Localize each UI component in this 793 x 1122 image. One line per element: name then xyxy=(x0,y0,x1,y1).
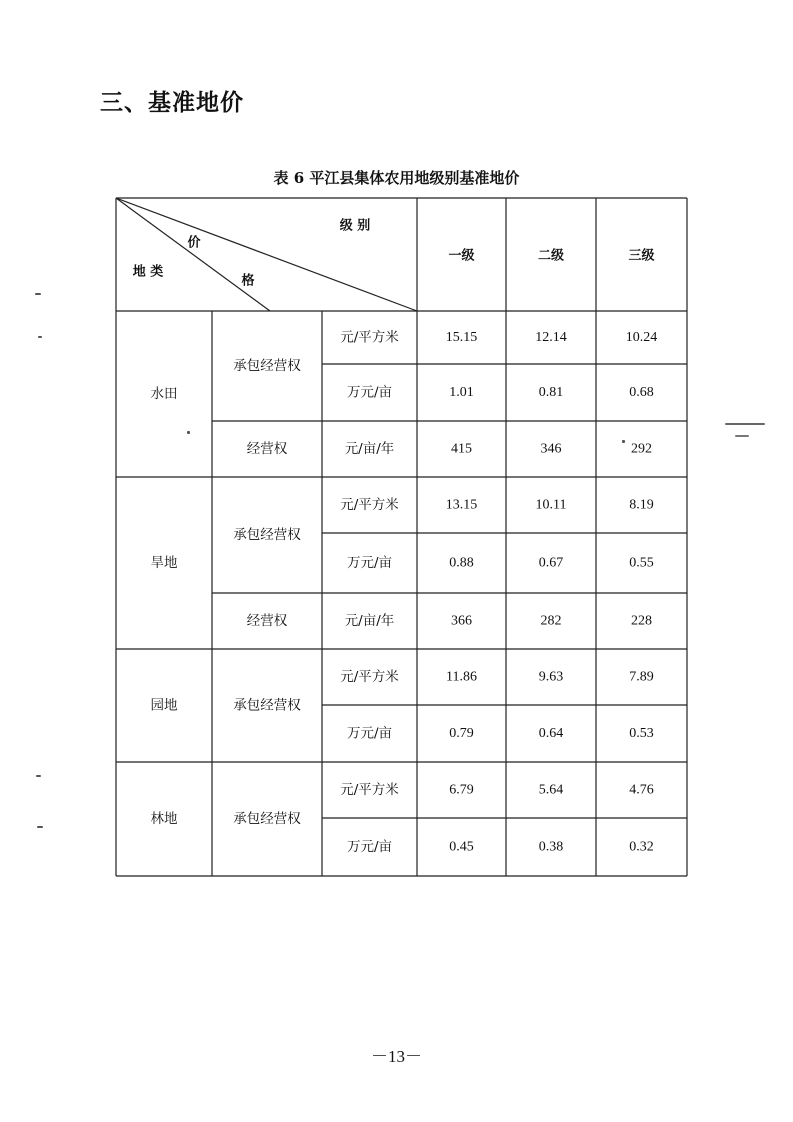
unit-cell: 元/平方米 xyxy=(340,497,399,513)
price-value-cell: 11.86 xyxy=(446,669,477,685)
land-type-cell: 水田 xyxy=(150,386,178,402)
level-header-3: 三级 xyxy=(628,248,655,264)
price-value-cell: 10.11 xyxy=(535,497,567,513)
price-value-cell: 0.67 xyxy=(538,555,564,571)
price-value-cell: 9.63 xyxy=(538,669,564,685)
corner-diagonal-main xyxy=(116,198,417,311)
corner-diagonal-secondary xyxy=(116,198,270,311)
unit-cell: 万元/亩 xyxy=(346,725,393,742)
price-value-cell: 346 xyxy=(540,441,562,457)
section-heading: 三、基准地价 xyxy=(100,90,244,116)
right-type-cell: 承包经营权 xyxy=(233,527,301,543)
land-type-cell: 林地 xyxy=(150,811,178,827)
page-number: －13－ xyxy=(371,1047,422,1066)
price-value-cell: 366 xyxy=(451,613,472,629)
price-value-cell: 13.15 xyxy=(445,497,478,513)
corner-label-level: 级 别 xyxy=(339,218,371,234)
price-value-cell: 415 xyxy=(451,441,472,457)
unit-cell: 元/平方米 xyxy=(340,782,399,798)
table-caption: 表 6 平江县集体农用地级别基准地价 xyxy=(273,169,520,187)
unit-cell: 元/平方米 xyxy=(340,669,399,685)
right-type-cell: 经营权 xyxy=(246,613,288,629)
price-value-cell: 0.64 xyxy=(538,726,564,741)
price-value-cell: 0.68 xyxy=(629,385,654,400)
right-type-cell: 承包经营权 xyxy=(233,697,301,714)
price-value-cell: 1.01 xyxy=(449,385,474,400)
land-type-cell: 园地 xyxy=(150,697,178,714)
unit-cell: 元/亩/年 xyxy=(344,613,395,629)
price-value-cell: 4.76 xyxy=(629,782,654,798)
price-value-cell: 10.24 xyxy=(625,330,658,345)
price-value-cell: 0.79 xyxy=(449,726,474,741)
land-type-cell: 旱地 xyxy=(150,555,178,571)
unit-cell: 万元/亩 xyxy=(346,384,393,401)
right-type-cell: 经营权 xyxy=(246,441,288,457)
corner-label-land-type: 地 类 xyxy=(132,264,164,280)
price-value-cell: 292 xyxy=(631,441,652,457)
price-value-cell: 15.15 xyxy=(445,330,478,345)
unit-cell: 元/亩/年 xyxy=(344,441,395,457)
price-value-cell: 282 xyxy=(540,613,562,629)
price-value-cell: 0.88 xyxy=(449,555,474,571)
price-value-cell: 0.53 xyxy=(629,726,654,741)
price-value-cell: 5.64 xyxy=(538,782,564,798)
price-value-cell: 7.89 xyxy=(629,669,654,685)
price-value-cell: 228 xyxy=(631,613,652,629)
level-header-2: 二级 xyxy=(537,248,565,264)
price-value-cell: 0.81 xyxy=(538,385,564,400)
right-type-cell: 承包经营权 xyxy=(233,358,301,374)
corner-label-format: 格 xyxy=(241,273,255,289)
price-value-cell: 0.32 xyxy=(629,839,654,855)
price-value-cell: 0.55 xyxy=(629,555,654,571)
price-value-cell: 6.79 xyxy=(449,782,474,798)
unit-cell: 万元/亩 xyxy=(346,839,393,855)
unit-cell: 元/平方米 xyxy=(340,329,399,346)
level-header-1: 一级 xyxy=(448,248,475,264)
price-value-cell: 12.14 xyxy=(535,330,567,345)
price-value-cell: 8.19 xyxy=(629,497,654,513)
corner-label-price: 价 xyxy=(187,235,201,251)
price-value-cell: 0.38 xyxy=(538,839,564,855)
price-value-cell: 0.45 xyxy=(449,839,474,855)
unit-cell: 万元/亩 xyxy=(346,555,393,571)
right-type-cell: 承包经营权 xyxy=(233,811,301,827)
